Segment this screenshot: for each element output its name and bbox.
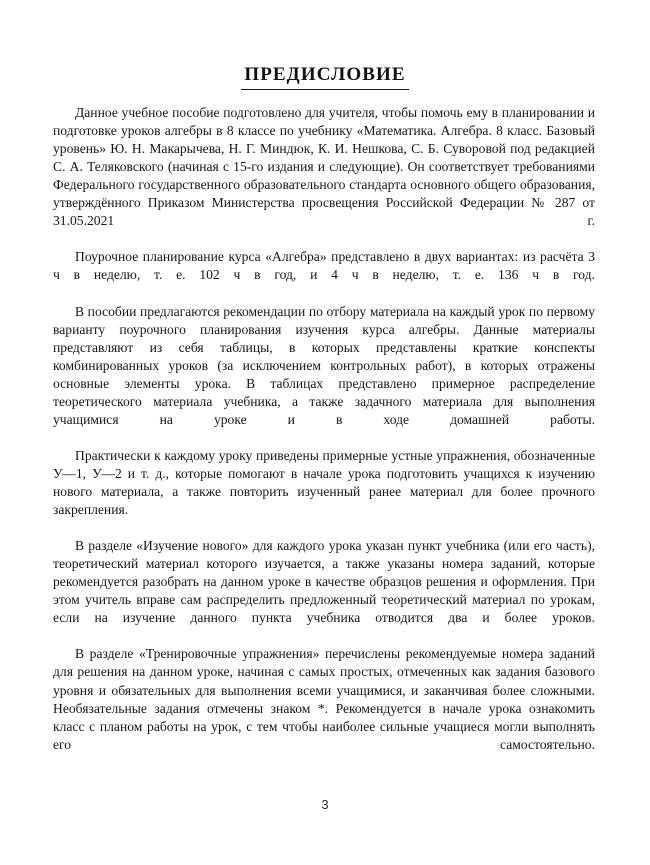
page-title: ПРЕДИСЛОВИЕ [241,64,408,90]
page-heading [0,64,650,90]
body-text-column [53,104,595,772]
page-number: 3 [321,797,329,812]
paragraph: Практически к каждому уроку приведены примерные устные упражнения, обозначенные У—1, У—2 и т. д., которые помогают в начале урока подготовить учащихся к изучению нового материала, а также повторить изученный ранее материал для более прочного закрепления. [53,447,595,518]
paragraph: В пособии предлагаются рекомендации по отбору материала на каждый урок по первому варианту поурочного планирования изучения курса алгебры. Данные материалы представляют из себя таблицы, в которых представлены краткие конспекты комбинированных уроков (за исключением контрольных работ), в которых отражены основные элементы урока. В таблицах представлено примерное распределение теоретического материала учебника, а также задачного материала для выполнения учащимися на уроке и в ходе домашней работы. [53,303,595,427]
paragraph: Данное учебное пособие подготовлено для учителя, чтобы помочь ему в планировании и подготовке уроков алгебры в 8 классе по учебнику «Математика. Алгебра. 8 класс. Базовый уровень» Ю. Н. Макарычева, Н. Г. Миндюк, К. И. Нешкова, С. Б. Суворовой под редакцией С. А. Теляковского (начиная с 15-го издания и следующие). Он соответствует требованиями Федерального государственного образовательного стандарта основного общего образования, утверждённого Приказом Министерства просвещения Российской Федерации № 287 от 31.05.2021 г. [53,105,595,229]
paragraph: Поурочное планирование курса «Алгебра» представлено в двух вариантах: из расчёта 3 ч в неделю, т. е. 102 ч в год, и 4 ч в неделю, т. е. 136 ч в год. [53,249,595,283]
paragraph: В разделе «Изучение нового» для каждого урока указан пункт учебника (или его часть), теоретический материал которого изучается, а также указаны номера заданий, которые рекомендуется разобрать на данном уроке в качестве образцов решения и оформления. При этом учитель вправе сам распределить предложенный теоретический материал по урокам, если на изучение данного пункта учебника отводится два и более уроков. [53,538,595,626]
paragraph: В разделе «Тренировочные упражнения» перечислены рекомендуемые номера заданий для решения на данном уроке, начиная с самых простых, отмеченных как задания базового уровня и обязательных для выполнения всеми учащимися, и заканчивая более сложными. Необязательные задания отмечены знаком *. Рекомендуется в начале урока ознакомить класс с планом работы на урок, с тем чтобы наиболее сильные учащиеся могли выполнять его самостоятельно. [53,646,595,752]
